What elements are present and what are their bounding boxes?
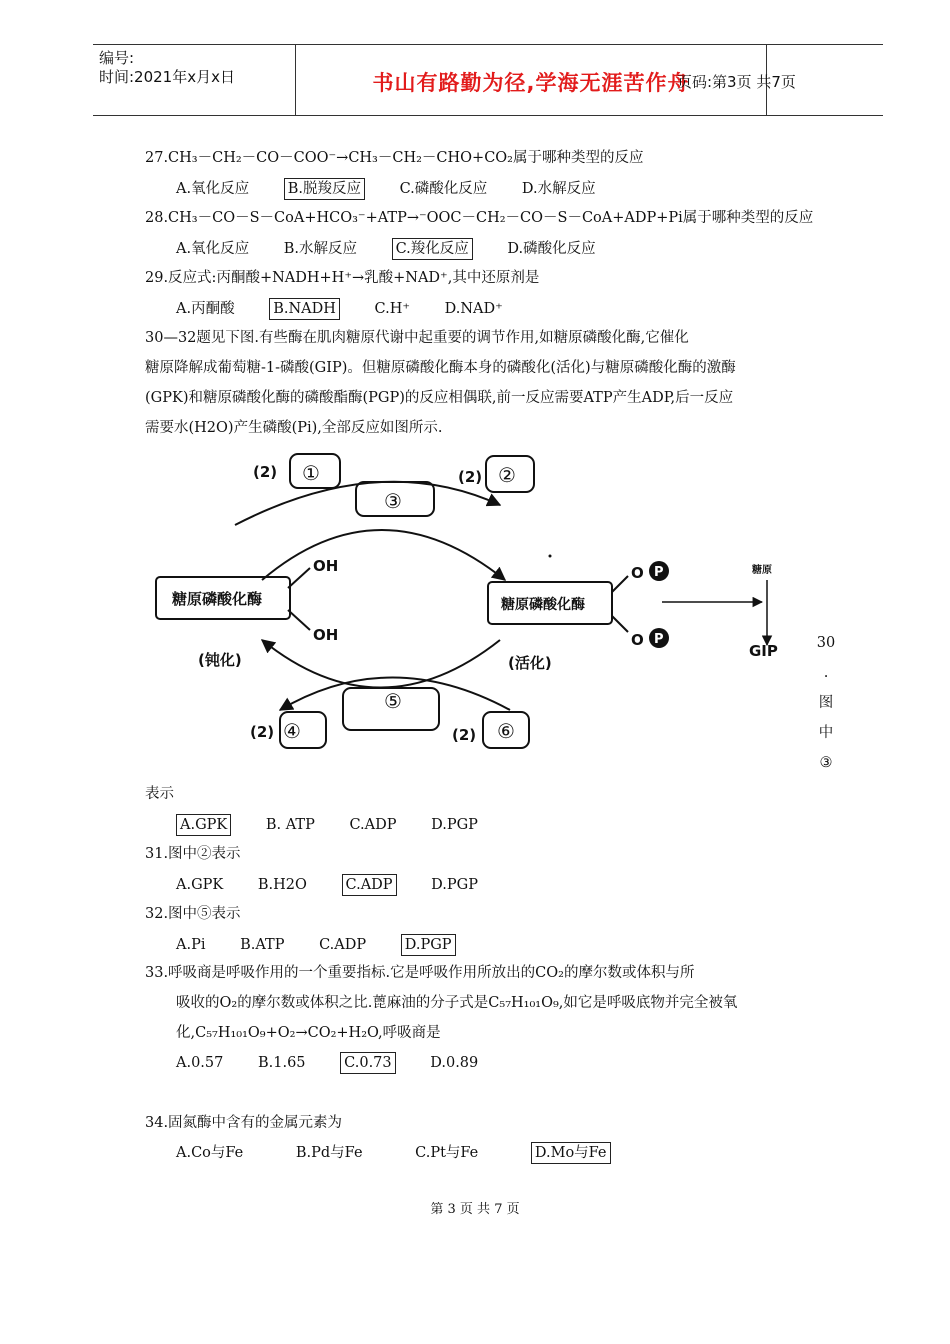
glycogen-label: 糖原: [752, 565, 772, 576]
q31-stem: 31.图中②表示: [145, 846, 241, 862]
label-circle-4: ④: [283, 719, 301, 743]
q33-option-c-answer: C.0.73: [340, 1052, 395, 1074]
page-footer: 第 3 页 共 7 页: [430, 1202, 520, 1217]
active-label: (活化): [508, 654, 552, 672]
label-two-6: (2): [452, 726, 477, 744]
header-page-info: 页码:第3页 共7页: [677, 73, 796, 91]
label-oh-bottom: OH: [313, 626, 339, 644]
q32-stem: 32.图中⑤表示: [145, 906, 241, 922]
label-o-top: O: [631, 564, 644, 582]
q29-options: [176, 298, 533, 320]
q34-option-b: B.Pd与Fe: [295, 1145, 363, 1161]
q34-option-c: C.Pt与Fe: [415, 1145, 479, 1161]
time-label: 时间:2021年x月x日: [99, 68, 235, 86]
q30-stem-tail: 表示: [145, 786, 174, 802]
header-meta: [99, 49, 289, 87]
label-circle-6: ⑥: [497, 719, 515, 743]
q28-option-c-answer: C.羧化反应: [392, 238, 473, 260]
activation-arc: [262, 530, 505, 580]
q29-option-d: D.NAD⁺: [444, 301, 503, 317]
q30-vertical-stem: 30 . 图 中 ③: [816, 635, 836, 771]
q27-stem: 27.CH₃－CH₂－CO－COO⁻→CH₃－CH₂－CHO+CO₂属于哪种类型的反应: [145, 150, 644, 166]
q30-option-d: D.PGP: [431, 817, 478, 833]
label-p-bottom: P: [654, 632, 664, 647]
q27-option-d: D.水解反应: [521, 181, 596, 197]
q33-line-3: 化,C₅₇H₁₀₁O₉+O₂→CO₂+H₂O,呼吸商是: [176, 1025, 441, 1041]
label-two-4: (2): [250, 723, 275, 741]
gip-label: GIP: [749, 642, 778, 660]
intro-line-3: (GPK)和糖原磷酸化酶的磷酸酯酶(PGP)的反应相偶联,前一反应需要ATP产生ADP,后一反应: [145, 390, 734, 406]
q27-option-a: A.氧化反应: [176, 181, 250, 197]
q31-option-a: A.GPK: [176, 877, 224, 893]
q33-line-2: 吸收的O₂的摩尔数或体积之比.蓖麻油的分子式是C₅₇H₁₀₁O₉,如它是呼吸底物并完全被氧: [176, 995, 738, 1011]
left-enzyme-label: 糖原磷酸化酶: [172, 590, 263, 608]
q30-option-a-answer: A.GPK: [176, 814, 231, 836]
right-enzyme-label: 糖原磷酸化酶: [501, 597, 585, 613]
glycogen-phosphorylase-diagram: [0, 440, 950, 760]
q28-option-d: D.磷酸化反应: [507, 241, 596, 257]
q30-option-b: B. ATP: [265, 817, 315, 833]
q32-options: [176, 934, 486, 956]
header-motto: 书山有路勤为径,学海无涯苦作舟: [372, 71, 690, 95]
label-oh-top: OH: [313, 557, 339, 575]
intro-line-4: 需要水(H2O)产生磷酸(Pi),全部反应如图所示.: [145, 420, 443, 436]
q33-option-b: B.1.65: [257, 1055, 306, 1071]
q34-options: [176, 1142, 641, 1164]
q28-option-a: A.氧化反应: [176, 241, 250, 257]
label-circle-2: ②: [498, 463, 516, 487]
label-circle-5: ⑤: [384, 689, 402, 713]
q32-option-b: B.ATP: [240, 937, 285, 953]
label-two-2: (2): [458, 468, 483, 486]
q30-option-c: C.ADP: [349, 817, 397, 833]
label-o-bottom: O: [631, 631, 644, 649]
q29-option-c: C.H⁺: [374, 301, 411, 317]
q33-option-a: A.0.57: [176, 1055, 224, 1071]
q32-option-d-answer: D.PGP: [401, 934, 456, 956]
q31-option-b: B.H2O: [257, 877, 307, 893]
q28-option-b: B.水解反应: [283, 241, 357, 257]
label-circle-3: ③: [384, 489, 402, 513]
page-header: [93, 44, 883, 116]
q33-option-d: D.0.89: [430, 1055, 479, 1071]
label-circle-1: ①: [302, 461, 320, 485]
q31-option-c-answer: C.ADP: [342, 874, 397, 896]
q34-option-d-answer: D.Mo与Fe: [531, 1142, 611, 1164]
q31-option-d: D.PGP: [431, 877, 478, 893]
q34-stem: 34.固氮酶中含有的金属元素为: [145, 1115, 343, 1131]
q29-stem: 29.反应式:丙酮酸+NADH+H⁺→乳酸+NAD⁺,其中还原剂是: [145, 270, 540, 286]
q27-option-c: C.磷酸化反应: [399, 181, 488, 197]
inactivation-arc: [262, 640, 500, 688]
q30-options: [176, 814, 508, 836]
q28-options: [176, 238, 626, 260]
q29-option-b-answer: B.NADH: [269, 298, 340, 320]
q34-option-a: A.Co与Fe: [176, 1145, 244, 1161]
inactive-label: (钝化): [198, 651, 242, 669]
intro-line-1: 30—32题见下图.有些酶在肌肉糖原代谢中起重要的调节作用,如糖原磷酸化酶,它催化: [145, 330, 689, 346]
q29-option-a: A.丙酮酸: [176, 301, 235, 317]
q27-option-b-answer: B.脱羧反应: [284, 178, 365, 200]
q33-line-1: 33.呼吸商是呼吸作用的一个重要指标.它是呼吸作用所放出的CO₂的摩尔数或体积与所: [145, 965, 695, 981]
serial-label: 编号:: [99, 49, 135, 67]
label-two-1: (2): [253, 463, 278, 481]
intro-line-2: 糖原降解成葡萄糖-1-磷酸(GIP)。但糖原磷酸化酶本身的磷酸化(活化)与糖原磷酸化酶的激酶: [145, 360, 736, 376]
q31-options: [176, 874, 508, 896]
q32-option-a: A.Pi: [176, 937, 206, 953]
q32-option-c: C.ADP: [319, 937, 367, 953]
label-p-top: P: [654, 565, 664, 580]
top-arc-arrow: [235, 482, 500, 525]
q28-stem: 28.CH₃－CO－S－CoA+HCO₃⁻+ATP→⁻OOC－CH₂－CO－S－CoA+ADP+Pi属于哪种类型的反应: [145, 210, 814, 226]
q33-options: [176, 1052, 508, 1074]
q27-options: [176, 178, 626, 200]
